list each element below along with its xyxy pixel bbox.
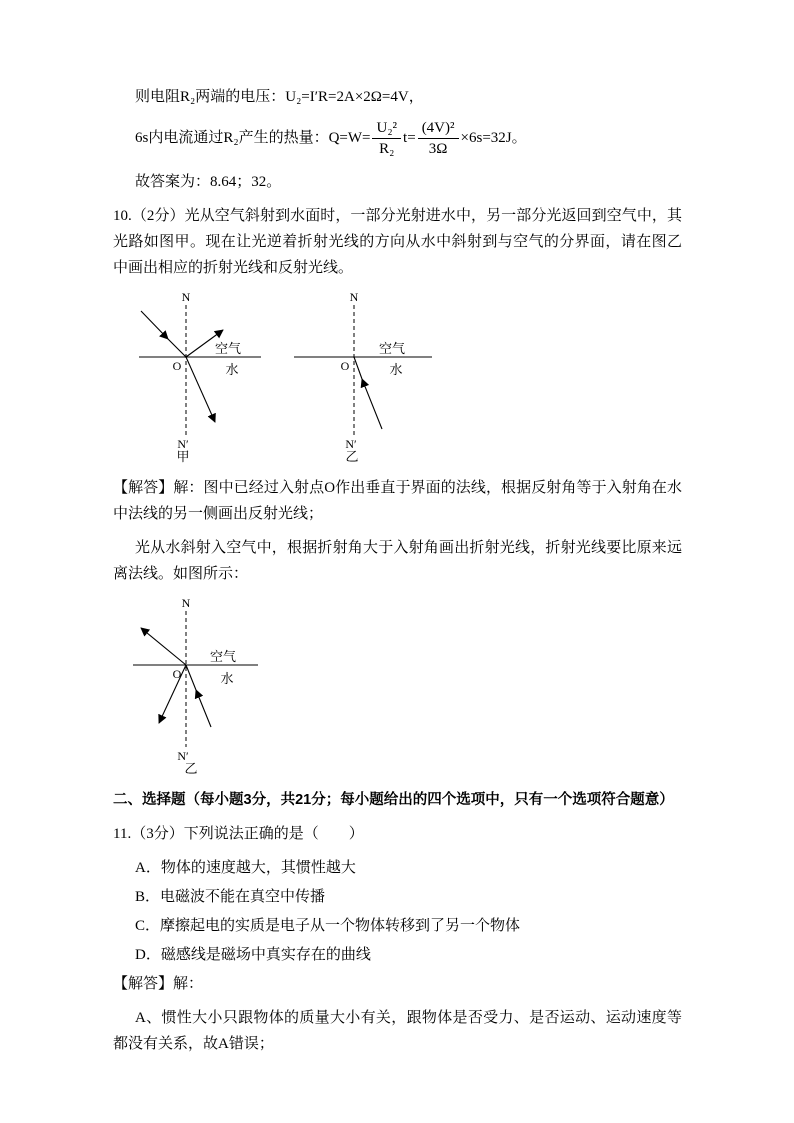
refracted-ray-into-air: [141, 628, 186, 665]
incident-ray-from-water: [354, 357, 382, 429]
diagram-yi: [292, 289, 440, 463]
heat-formula-mid: t=: [403, 129, 416, 146]
q9-voltage-line: 则电阻R₂两端的电压：U₂=I′R=2A×2Ω=4V，: [135, 89, 424, 105]
fraction-numerator: (4V)²: [421, 120, 455, 136]
q10-solution-line2: 光从水斜射入空气中，根据折射角大于入射角画出折射光线，折射光线要比原来远离法线。如图所示：: [113, 540, 682, 582]
heat-formula-prefix: 6s内电流通过R₂产生的热量：Q=W=: [135, 129, 371, 146]
question-10-stem: 10.（2分）光从空气斜射到水面时，一部分光射进水中，另一部分光返回到空气中，其光路如图甲。现在让光逆着折射光线的方向从水中斜射到与空气的分界面，请在图乙中画出相应的折射光线和反射光线。: [113, 208, 682, 276]
normal-label-bottom: N′: [345, 437, 357, 451]
q10-solution-line1: 【解答】解：图中已经过入射点O作出垂直于界面的法线，根据反射角等于入射角在水中法线的另一侧画出反射光线；: [113, 480, 682, 522]
incident-ray: [141, 311, 186, 357]
water-label: 水: [389, 362, 403, 377]
normal-label-bottom: N′: [177, 437, 189, 451]
q11-option-d: D．磁感线是磁场中真实存在的曲线: [135, 947, 371, 963]
fraction-denominator: 3Ω: [418, 138, 459, 159]
q11-option-b: B．电磁波不能在真空中传播: [135, 889, 326, 905]
origin-label: O: [172, 667, 182, 681]
origin-label: O: [172, 359, 182, 373]
normal-label-top: N: [181, 596, 191, 610]
fraction-4v-squared-over-3ohm: [418, 118, 459, 159]
section-2-header: 二、选择题（每小题3分，共21分；每小题给出的四个选项中，只有一个选项符合题意）: [113, 792, 674, 808]
caption-jia: 甲: [176, 449, 190, 463]
normal-label-top: N: [349, 290, 359, 304]
normal-label-top: N: [181, 290, 191, 304]
caption-yi: 乙: [345, 449, 359, 463]
refracted-ray: [186, 357, 215, 422]
air-label: 空气: [378, 341, 406, 356]
q10-answer-diagram-row: [131, 595, 682, 775]
diagram-jia: [131, 289, 266, 463]
water-label: 水: [220, 671, 234, 686]
air-label: 空气: [209, 649, 237, 664]
heat-formula-suffix: ×6s=32J。: [460, 129, 527, 146]
diagram-answer: [131, 595, 281, 775]
air-label: 空气: [214, 341, 242, 356]
q10-given-diagrams: [131, 289, 682, 463]
incident-ray-from-water: [186, 665, 211, 727]
caption-yi-answer: 乙: [184, 761, 198, 775]
q11-solution-label: 【解答】解：: [113, 976, 204, 992]
origin-label: O: [340, 359, 350, 373]
q11-solution-a: A、惯性大小只跟物体的质量大小有关，跟物体是否受力、是否运动、运动速度等都没有关系，故A错误；: [113, 1010, 682, 1052]
q11-option-c: C．摩擦起电的实质是电子从一个物体转移到了另一个物体: [135, 918, 521, 934]
water-label: 水: [225, 362, 239, 377]
q9-final-answer-line: 故答案为：8.64；32。: [135, 174, 282, 190]
fraction-u2-squared-over-r2: [372, 118, 401, 159]
q11-option-a: A．物体的速度越大，其惯性越大: [135, 860, 356, 876]
fraction-numerator: U₂²: [376, 120, 398, 136]
normal-label-bottom: N′: [177, 749, 189, 763]
fraction-denominator: R₂: [372, 138, 401, 159]
q9-heat-line: [113, 118, 682, 159]
question-11-stem: 11.（3分）下列说法正确的是（ ）: [113, 826, 364, 842]
